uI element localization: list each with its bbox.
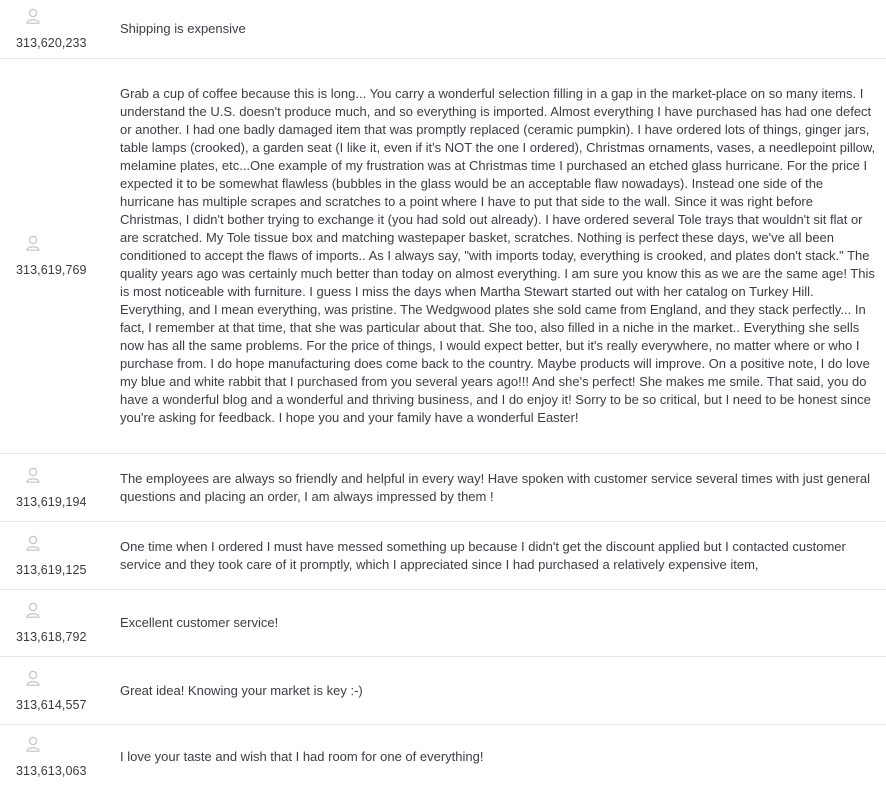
response-row <box>0 0 886 59</box>
person-icon <box>16 467 50 485</box>
respondent-meta <box>0 602 104 644</box>
response-row <box>0 454 886 522</box>
response-row <box>0 590 886 657</box>
response-row <box>0 522 886 590</box>
person-icon <box>16 535 50 553</box>
respondent-meta <box>0 535 104 577</box>
response-row <box>0 59 886 454</box>
person-icon <box>16 736 50 754</box>
response-id: 313,620,233 <box>16 36 87 50</box>
person-icon <box>16 8 50 26</box>
respondent-meta <box>0 670 104 712</box>
respondent-meta <box>0 8 104 50</box>
person-icon <box>16 602 50 620</box>
person-icon <box>16 235 50 253</box>
response-row <box>0 657 886 725</box>
respondent-meta <box>0 467 104 509</box>
respondent-meta <box>0 235 104 277</box>
response-text: Excellent customer service! <box>120 615 279 630</box>
response-row <box>0 725 886 788</box>
response-text: One time when I ordered I must have messed something up because I didn't get the discount applied but I contacted customer service and they took care of it promptly, which I appreciated since I had purchased a relatively expensive item, <box>120 538 846 572</box>
response-text: Great idea! Knowing your market is key :-) <box>120 682 363 698</box>
response-text: I love your taste and wish that I had room for one of everything! <box>120 748 484 764</box>
response-text: The employees are always so friendly and helpful in every way! Have spoken with customer service several times with just general questions and placing an order, I am always impressed by them ! <box>120 470 871 504</box>
person-icon <box>16 670 50 688</box>
response-id: 313,614,557 <box>16 697 87 712</box>
response-id: 313,619,194 <box>16 494 87 509</box>
response-text: Shipping is expensive <box>120 21 246 36</box>
response-text: Grab a cup of coffee because this is long... You carry a wonderful selection filling in a gap in the market-place on so many items. I understand the U.S. doesn't produce much, and so everything is imported. Almost everything I have purchased has had one defect or another. I had one badly damaged item that was promptly replaced (ceramic pumpkin). I have ordered lots of things, ginger jars, table lamps (crooked), a garden seat (I like it, even if it's NOT the one I ordered), Christmas ornaments, vases, a needlepoint pillow, melamine plates, etc...One example of my frustration was at Christmas time I purchased an etched glass hurricane. For the price I expected it to be somewhat flawless (bubbles in the glass would be an acceptable flaw nowadays). Instead one side of the hurricane has multiple scrapes and scratches to a point where I have to put that side to the wall. Since it was right before Christmas, I didn't bother trying to exchange it (you had sold out already). I have ordered several Tole trays that wouldn't sit flat or are scratched. My Tole tissue box and matching wastepaper basket, scratches. Nothing is perfect these days, we've all been conditioned to accept the flaws of imports.. As I always say, "with imports today, everything is crooked, and plates don't stack." The quality years ago was certainly much better than today on almost everything. I am sure you know this as we are the same age! This is most noticeable with furniture. I guess I miss the days when Martha Stewart started out with her catalog on Turkey Hill. Everything, and I mean everything, was pristine. The Wedgwood plates she sold came from England, and they stack perfectly... In fact, I remember at that time, that she was particular about that. She too, also filled in a niche in the market.. Everything she sells now has all the same problems. For the price of things, I would expect better, but it's really everywhere, no matter where or who I purchase from. I do hope manufacturing does come back to the country. Maybe products will improve. On a positive note, I do love my blue and white rabbit that I purchased from you several years ago!!! And she's perfect! She makes me smile. That said, you do have a wonderful blog and a wonderful and thriving business, and I do enjoy it! Sorry to be so critical, but I need to be honest since you're asking for feedback. I hope you and your family have a wonderful Easter! <box>120 86 876 425</box>
respondent-meta <box>0 736 104 778</box>
response-id: 313,618,792 <box>16 630 87 644</box>
response-id: 313,619,125 <box>16 562 87 577</box>
response-id: 313,613,063 <box>16 763 87 778</box>
response-id: 313,619,769 <box>16 263 87 277</box>
